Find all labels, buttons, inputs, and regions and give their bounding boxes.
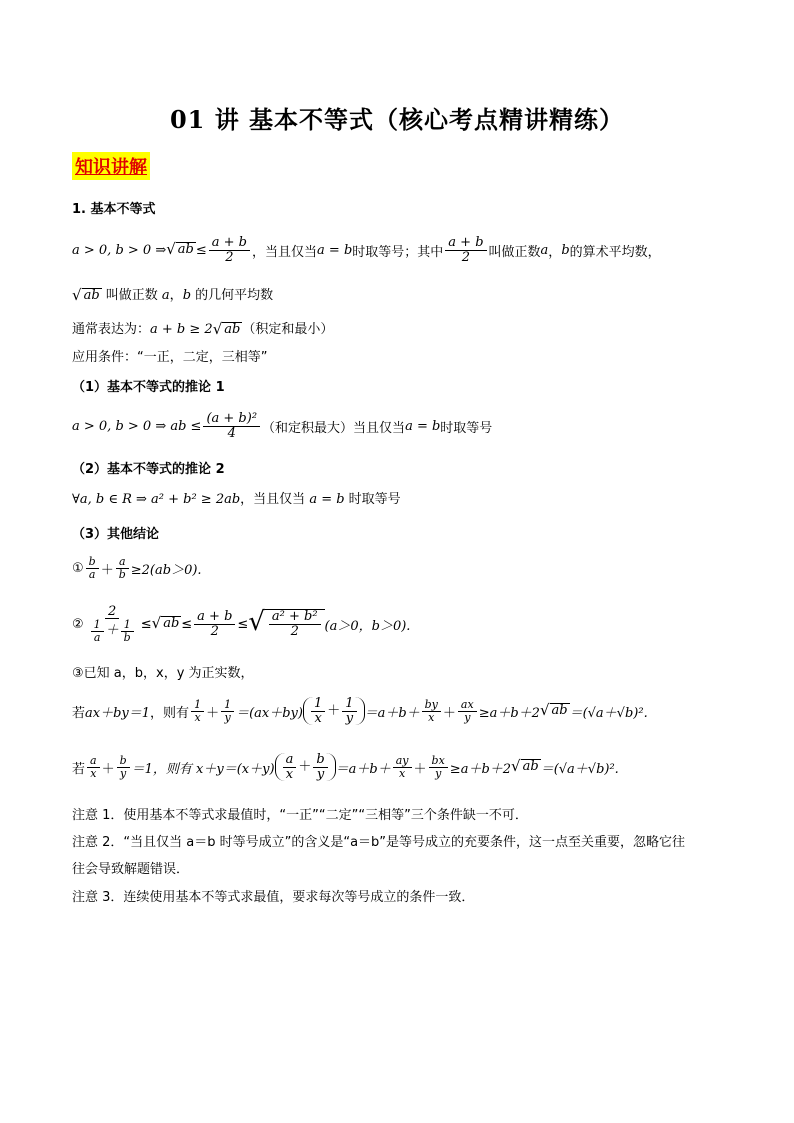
other-conclusions-heading: （3）其他结论 [72, 527, 160, 542]
fraction-mean: $\frac{a + b}{2}$ [209, 236, 250, 264]
note-2-continued: 往会导致解题错误． [72, 862, 190, 877]
definition-line: a > 0, b > 0 ⇒ √ ab ≤ $\frac{a + b}{2}$ ， 当且仅当 a = b 时取等号；其中 $\frac{a + b}{2}$ 叫做正数 a ， b 的算术平均数， [72, 234, 661, 265]
common-form-line: 通常表达为：a + b ≥ 2 √ ab （积定和最小） [72, 319, 334, 338]
corollary-1-heading: （1）基本不等式的推论 1 [72, 380, 225, 395]
note-1: 注意 1．使用基本不等式求最值时，“一正”“二定”“三相等”三个条件缺一不可． [72, 808, 528, 823]
fraction-mean-2: $\frac{a + b}{2}$ [445, 236, 486, 264]
conclusion-3-case-2: 若 $\frac{a}{x}$ ＋ $\frac{b}{y}$ ＝1 ，则有 x＋y＝(x＋y) $\frac{a}{x}$ ＋ $\frac{b}{y}$ ＝a＋b＋ $\frac{ay}{x}$ ＋ $\frac{bx}{y}$ ≥a＋b＋2 √ ab ＝(√a＋√b)². [72, 751, 619, 782]
conclusion-3-case-1: 若 ax＋by＝1 ，则有 $\frac{1}{x}$ ＋ $\frac{1}{y}$ ＝(ax＋by) $\frac{1}{x}$ ＋ $\frac{1}{y}$ ＝a＋b＋ $\frac{by}{x}$ ＋ $\frac{ax}{y}$ ≥a＋b＋2 √ ab ＝(√a＋√b)². [72, 695, 648, 726]
page-title: 01 讲 基本不等式（核心考点精讲精练） [169, 105, 625, 134]
conclusion-1: ① $\frac{b}{a}$ ＋ $\frac{a}{b}$ ≥2(ab＞0). [72, 554, 202, 581]
section-heading-basic-inequality: 1. 基本不等式 [72, 202, 156, 217]
corollary-1-formula: a > 0, b > 0 ⇒ ab ≤ $\frac{\text{(a + b)²}}{4}$ （和定积最大）当且仅当 a = b 时取等号 [72, 410, 493, 441]
application-conditions: 应用条件：“一正，二定，三相等” [72, 350, 268, 365]
geometric-mean-line: √ ab 叫做正数 a，b 的几何平均数 [72, 285, 274, 304]
section-badge: 知识讲解 [72, 152, 150, 180]
conclusion-2: ② 2 $\frac{1}{a}$ ＋ $\frac{1}{b}$ ≤ √ ab ≤ $\frac{a + b}{2}$ ≤ √ $\frac{\text{a² + b²}}{2}$ (a＞0，b＞0). [72, 603, 411, 644]
corollary-2-heading: （2）基本不等式的推论 2 [72, 462, 225, 477]
note-2: 注意 2．“当且仅当 a＝b 时等号成立”的含义是“a＝b”是等号成立的充要条件，这一点至关重要，忽略它往 [72, 835, 686, 850]
conclusion-3-intro: ③已知 a，b，x，y 为正实数， [72, 666, 254, 681]
sqrt-ab: √ ab [166, 240, 194, 259]
note-3: 注意 3．连续使用基本不等式求最值，要求每次等号成立的条件一致． [72, 890, 475, 905]
corollary-2-formula: ∀a, b ∈ R ⇒ a² + b² ≥ 2ab，当且仅当 a = b 时取等号 [72, 492, 401, 507]
